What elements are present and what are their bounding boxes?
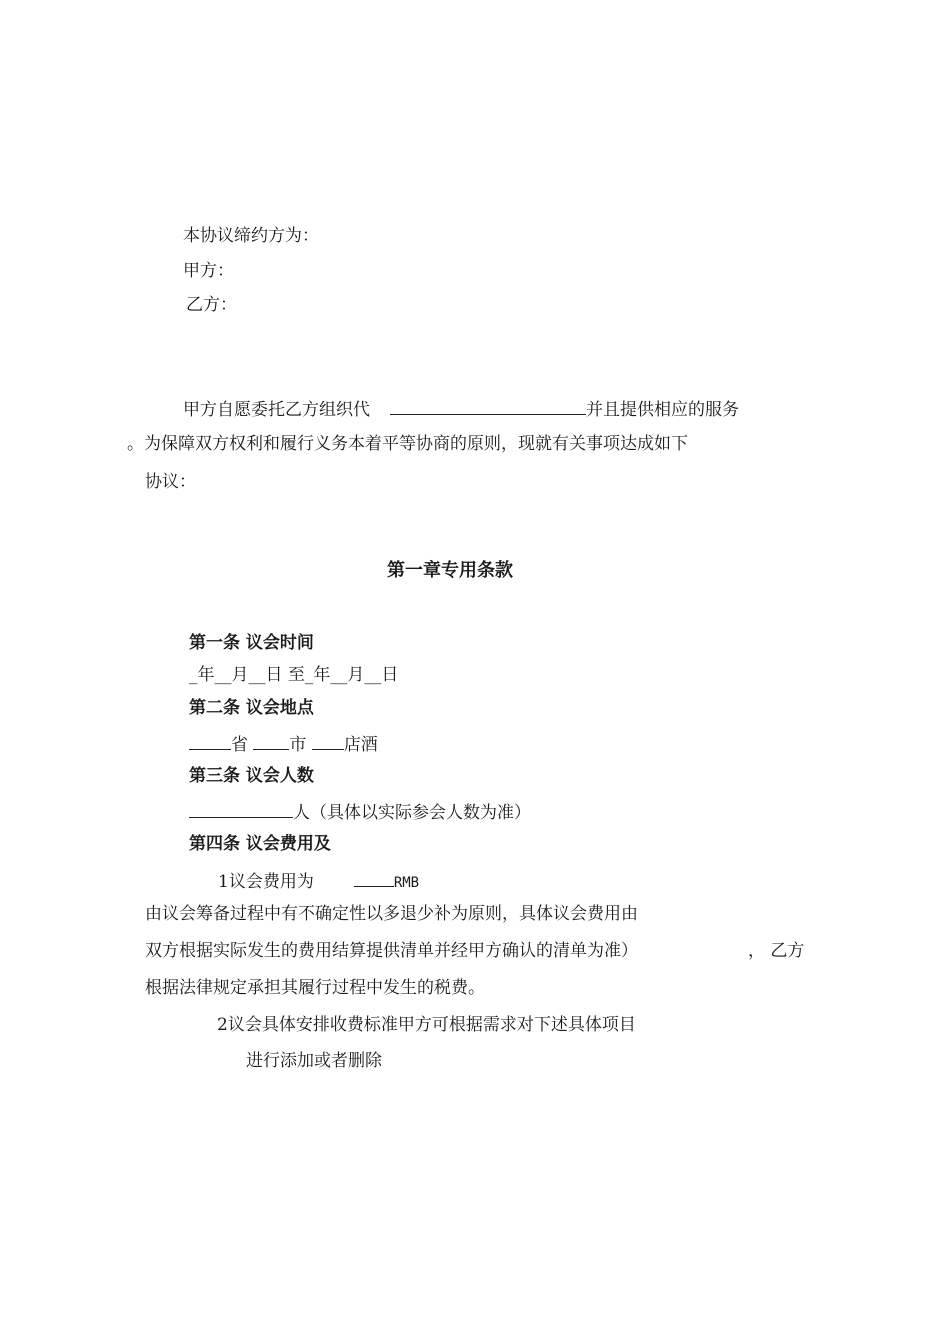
meeting-date-range: _年__月__日 至_年__月__日 <box>189 665 399 685</box>
city-label: 市 <box>289 735 307 755</box>
fee-currency: RMB <box>393 875 420 891</box>
attendee-blank <box>189 799 293 818</box>
fee-paragraph-line-1: 由议会筹备过程中有不确定性以多退少补为原则，具体议会费用由 <box>145 904 638 924</box>
schedule-item-2: 2议会具体安排收费标准甲方可根据需求对下述具体项目 <box>217 1015 636 1035</box>
article-4-heading: 第四条 议会费用及 <box>189 834 331 854</box>
schedule-item-2-cont: 进行添加或者删除 <box>246 1051 382 1071</box>
article-3-heading: 第三条 议会人数 <box>189 766 314 786</box>
article-1-heading: 第一条 议会时间 <box>189 633 314 653</box>
attendee-count <box>189 799 531 824</box>
fee-paragraph-line-2-tail: ， 乙方 <box>748 941 805 961</box>
chapter-title: 第一章专用条款 <box>387 560 513 581</box>
parties-heading: 本协议缔约方为： <box>183 226 319 246</box>
preamble-line-1 <box>183 396 739 421</box>
province-label: 省 <box>231 735 248 755</box>
preamble-text-b: 并且提供相应的服务 <box>586 400 739 420</box>
fee-label: 1议会费用为 <box>218 872 314 892</box>
province-blank <box>189 731 231 750</box>
meeting-location <box>189 731 378 756</box>
preamble-line-3: 协议： <box>145 472 196 492</box>
article-2-heading: 第二条 议会地点 <box>189 698 314 718</box>
hotel-blank <box>312 731 344 750</box>
fee-blank <box>354 868 394 887</box>
party-b-label: 乙方： <box>186 295 237 315</box>
fee-paragraph-line-3: 根据法律规定承担其履行过程中发生的税费。 <box>145 978 485 998</box>
entrusted-item-blank <box>390 396 586 415</box>
fee-amount <box>218 868 419 894</box>
fee-paragraph-line-2: 双方根据实际发生的费用结算提供清单并经甲方确认的清单为准） <box>145 941 638 961</box>
city-blank <box>253 731 289 750</box>
preamble-line-2: 。为保障双方权利和履行义务本着平等协商的原则，现就有关事项达成如下 <box>127 434 688 454</box>
attendee-note: 人（具体以实际参会人数为准） <box>293 803 531 823</box>
hotel-label: 店酒 <box>343 735 378 755</box>
preamble-text-a: 甲方自愿委托乙方组织代 <box>183 400 370 420</box>
party-a-label: 甲方： <box>183 261 234 281</box>
